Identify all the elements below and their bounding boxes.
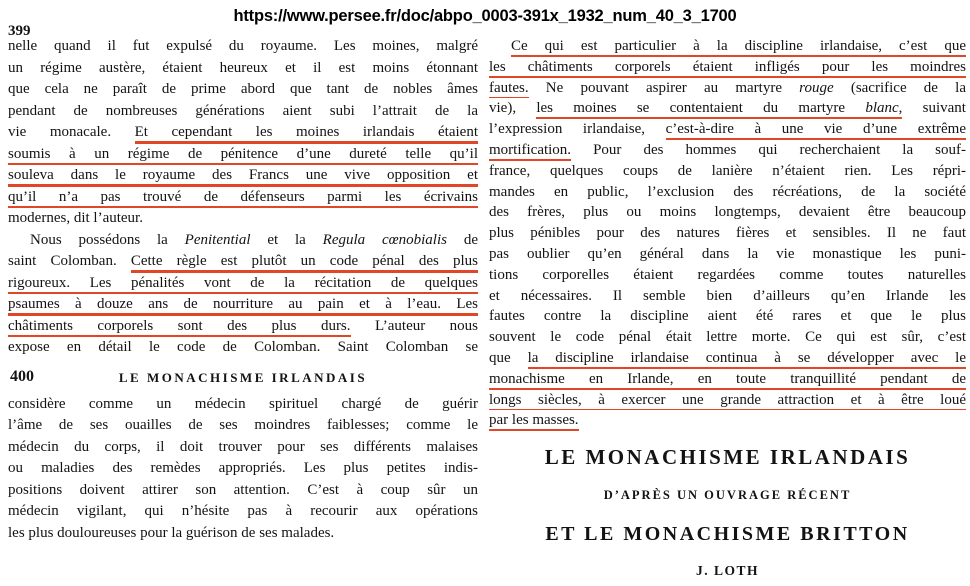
- text-segment: de: [446, 231, 478, 248]
- text-segment: L’auteur nous: [350, 317, 478, 334]
- text-line: [8, 165, 478, 187]
- red-underline-highlight: c’est-à-dire à une vie d’une extrême: [666, 121, 966, 140]
- red-underline-highlight: par les masses.: [489, 412, 579, 431]
- text-segment: un régime austère, étaient heureux et il est moins étonnant: [8, 59, 478, 76]
- text-segment: pas oublier qu’en général dans la vie monastique les puni-: [489, 245, 966, 262]
- right-column: [489, 36, 966, 579]
- text-line: [8, 316, 478, 338]
- text-line: [8, 101, 478, 123]
- text-line: [489, 36, 966, 57]
- text-line: [8, 122, 478, 144]
- text-line: [8, 251, 478, 273]
- running-title: LE MONACHISME IRLANDAIS: [118, 369, 368, 385]
- red-underline-highlight: blanc: [865, 100, 898, 119]
- text-line: [489, 286, 966, 307]
- text-line: [489, 57, 966, 78]
- article-subtitle: D’APRÈS UN OUVRAGE RÉCENT: [603, 488, 852, 503]
- text-line: [489, 327, 966, 348]
- text-line: [8, 437, 478, 459]
- text-segment: tions corporelles étaient regardées comme toutes naturelles: [489, 266, 966, 283]
- text-line: [489, 223, 966, 244]
- text-segment: l’âme de ses ouailles de ses moindres faiblesses; comme le: [8, 417, 478, 433]
- text-segment: suivant: [902, 100, 966, 117]
- text-segment: expose en détail le code de Colomban. Saint Colomban se: [8, 339, 478, 355]
- text-segment: ou maladies des remèdes appropriés. Les plus petites indis-: [8, 460, 478, 476]
- red-underline-highlight: souleva dans le royaume des Francs une vive opposition et: [8, 167, 478, 187]
- text-segment: Penitential: [184, 231, 251, 248]
- red-underline-highlight: Cette règle est plutôt un code pénal des plus: [131, 253, 478, 273]
- text-line: [489, 140, 966, 161]
- text-segment: Nous possédons la: [30, 231, 185, 248]
- text-segment: des frères, plus ou moins longtemps, devaient être beaucoup: [489, 204, 966, 221]
- text-line: [489, 369, 966, 390]
- article-secondary-title: ET LE MONACHISME BRITTON: [545, 523, 910, 546]
- text-line: [8, 230, 478, 252]
- text-line: [8, 458, 478, 480]
- text-segment: nelle quand il fut expulsé du royaume. Les moines, malgré: [8, 38, 478, 54]
- text-segment: (sacrifice de la: [833, 79, 966, 96]
- red-underline-highlight: longs siècles, à exercer une grande attraction et à être loué: [489, 392, 966, 411]
- text-segment: modernes, dit l’auteur.: [8, 210, 143, 226]
- text-segment: vie monacale.: [8, 124, 135, 140]
- text-line: [489, 202, 966, 223]
- text-line: [8, 501, 478, 523]
- document-url: https://www.persee.fr/doc/abpo_0003-391x_1932_num_40_3_1700: [233, 7, 737, 25]
- text-line: [8, 187, 478, 209]
- text-segment: Ne pouvant aspirer au martyre: [528, 79, 800, 96]
- text-segment: rouge: [799, 79, 834, 96]
- text-segment: france, quelques coups de lanière n’étaient rien. Les répri-: [489, 162, 966, 179]
- text-line: [489, 98, 966, 119]
- text-segment: pendant de nombreuses générations aient subi l’attrait de la: [8, 102, 478, 119]
- text-line: [489, 410, 966, 431]
- text-line: [8, 208, 478, 230]
- text-line: [8, 394, 478, 416]
- text-segment: saint Colomban.: [8, 253, 131, 269]
- text-line: [8, 144, 478, 166]
- text-line: [489, 182, 966, 203]
- red-underline-highlight: Ce qui est particulier à la discipline irlandaise, c’est que: [511, 38, 966, 57]
- text-line: [8, 337, 478, 359]
- text-line: [489, 306, 966, 327]
- text-segment: Pour des hommes qui recherchaient la souf-: [571, 141, 966, 158]
- text-line: [8, 523, 478, 545]
- text-segment: plus pénibles pour des natures fières et sensibles. Il ne faut: [489, 225, 966, 242]
- red-underline-highlight: ,: [899, 100, 903, 119]
- red-underline-highlight: psaumes à douze ans de nourriture au pain et à l’eau. Les: [8, 296, 478, 316]
- text-segment: considère comme un médecin spirituel chargé de guérir: [8, 395, 478, 412]
- red-underline-highlight: fautes.: [489, 80, 529, 99]
- text-segment: vie),: [489, 100, 537, 117]
- text-segment: mandes en public, l’exclusion des récréations, de la société: [489, 183, 966, 200]
- red-underline-highlight: les châtiments corporels étaient infligés pour les moindres: [489, 59, 966, 78]
- text-segment: l’expression irlandaise,: [489, 121, 666, 138]
- text-segment: les plus douloureuses pour la guérison de ses malades.: [8, 524, 335, 541]
- text-segment: positions doivent attirer son attention. C’est à coup sûr un: [8, 481, 478, 498]
- text-line: [8, 58, 478, 80]
- text-line: [8, 273, 478, 295]
- red-underline-highlight: châtiments corporels sont des plus durs.: [8, 318, 351, 338]
- text-line: [8, 79, 478, 101]
- text-segment: médecin vigilant, qui n’hésite pas à recourir aux opérations: [8, 503, 478, 519]
- text-line: [8, 480, 478, 502]
- text-line: [489, 78, 966, 99]
- text-line: [489, 390, 966, 411]
- text-line: [489, 265, 966, 286]
- text-line: [8, 294, 478, 316]
- page-number-400: 400: [10, 367, 34, 385]
- red-underline-highlight: la discipline irlandaise continua à se développer avec le: [528, 350, 966, 369]
- text-line: [489, 119, 966, 140]
- text-segment: que: [489, 349, 528, 366]
- text-line: [489, 244, 966, 265]
- red-underline-highlight: mortification.: [489, 142, 571, 161]
- running-page-header: [8, 367, 478, 389]
- text-segment: médecin du corps, il doit trouver pour ses différents malaises: [8, 438, 478, 455]
- text-line: [489, 348, 966, 369]
- red-underline-highlight: monachisme en Irlande, en toute tranquillité pendant de: [489, 371, 966, 390]
- red-underline-highlight: rigoureux. Les pénalités vont de la récitation de quelques: [8, 275, 478, 295]
- text-segment: fautes contre la discipline aient été rares et que le plus: [489, 308, 966, 325]
- red-underline-highlight: soumis à un régime de pénitence d’une dureté telle qu’il: [8, 146, 478, 166]
- left-column: [8, 36, 478, 544]
- text-segment: et nécessaires. Il semble bien d’ailleurs qu’en Irlande les: [489, 287, 966, 304]
- article-main-title: LE MONACHISME IRLANDAIS: [544, 445, 911, 470]
- text-line: [8, 36, 478, 58]
- article-author: J. LOTH: [695, 563, 759, 579]
- red-underline-highlight: les moines se contentaient du martyre: [536, 100, 865, 119]
- text-line: [8, 415, 478, 437]
- text-segment: Regula cœnobialis: [322, 231, 447, 248]
- text-line: [489, 161, 966, 182]
- red-underline-highlight: qu’il n’a pas trouvé de défenseurs parmi les écrivains: [8, 189, 478, 209]
- text-segment: que cela ne paraît de prime abord que tant de nobles âmes: [8, 81, 478, 97]
- page-number-399: 399: [8, 23, 31, 39]
- text-segment: souvent le code pénal était lettre morte. Ce qui est sûr, c’est: [489, 329, 966, 346]
- text-segment: et la: [250, 231, 323, 248]
- red-underline-highlight: Et cependant les moines irlandais étaient: [135, 124, 478, 144]
